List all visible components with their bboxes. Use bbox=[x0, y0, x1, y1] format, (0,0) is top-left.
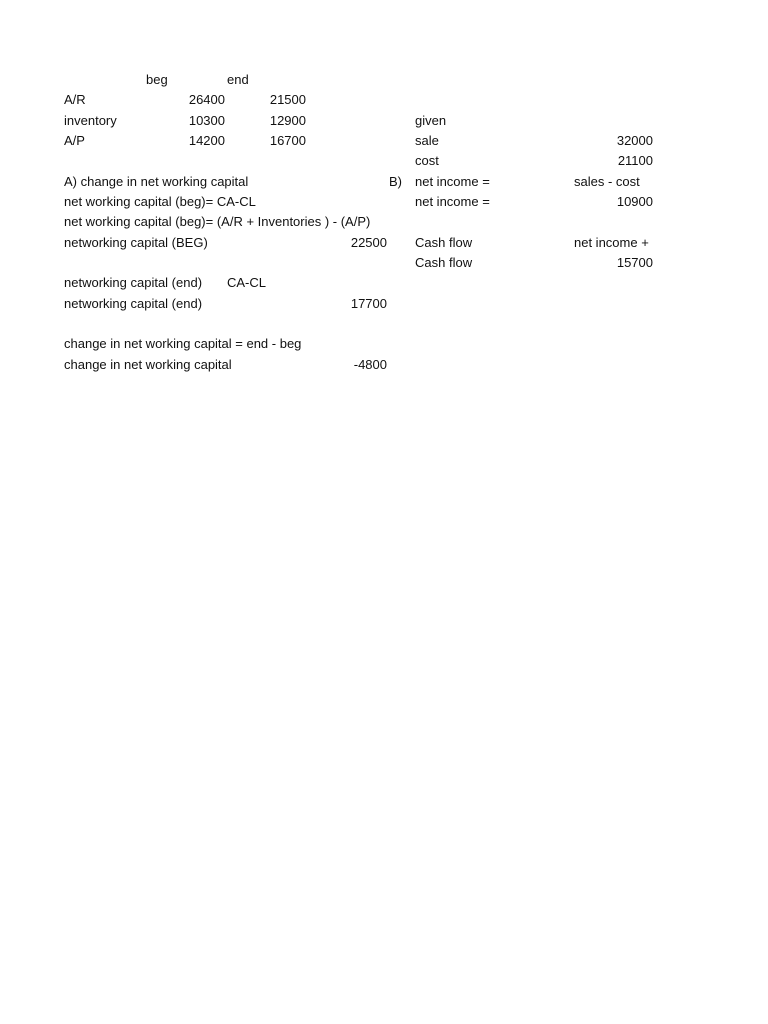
cost-label: cost bbox=[415, 153, 439, 168]
nwc-end-label: networking capital (end) bbox=[64, 275, 203, 290]
nwc-beg-value: 22500 bbox=[350, 235, 387, 250]
net-income-label: net income = bbox=[415, 174, 490, 189]
balance-label-inventory: inventory bbox=[64, 113, 117, 128]
change-formula: change in net working capital = end - beg bbox=[64, 336, 302, 351]
change-label: change in net working capital bbox=[64, 357, 232, 372]
header-beg: beg bbox=[146, 72, 168, 87]
nwc-beg-label: networking capital (BEG) bbox=[64, 235, 208, 250]
balance-beg-ar: 26400 bbox=[188, 92, 225, 107]
sale-value: 32000 bbox=[616, 133, 653, 148]
sale-label: sale bbox=[415, 133, 439, 148]
balance-end-inventory: 12900 bbox=[269, 113, 306, 128]
nwc-end-value: 17700 bbox=[350, 296, 387, 311]
nwc-end-label-2: networking capital (end) bbox=[64, 296, 203, 311]
part-a-title: A) change in net working capital bbox=[64, 174, 249, 189]
nwc-beg-formula: net working capital (beg)= CA-CL bbox=[64, 194, 256, 209]
cash-flow-formula: net income + bbox=[574, 235, 649, 250]
balance-label-ar: A/R bbox=[64, 92, 86, 107]
header-end: end bbox=[227, 72, 249, 87]
nwc-end-formula: CA-CL bbox=[227, 275, 267, 290]
net-income-formula: sales - cost bbox=[574, 174, 640, 189]
balance-end-ar: 21500 bbox=[269, 92, 306, 107]
cost-value: 21100 bbox=[617, 153, 653, 168]
given-label: given bbox=[415, 113, 447, 128]
part-b-marker: B) bbox=[389, 174, 402, 189]
cash-flow-label-2: Cash flow bbox=[415, 255, 473, 270]
cash-flow-label: Cash flow bbox=[415, 235, 473, 250]
balance-end-ap: 16700 bbox=[269, 133, 306, 148]
balance-beg-ap: 14200 bbox=[188, 133, 225, 148]
nwc-beg-formula-expanded: net working capital (beg)= (A/R + Inventories ) - (A/P) bbox=[64, 214, 371, 229]
change-value: -4800 bbox=[353, 357, 387, 372]
net-income-label-2: net income = bbox=[415, 194, 490, 209]
cash-flow-value: 15700 bbox=[616, 255, 653, 270]
balance-beg-inventory: 10300 bbox=[188, 113, 225, 128]
net-income-value: 10900 bbox=[616, 194, 653, 209]
balance-label-ap: A/P bbox=[64, 133, 85, 148]
